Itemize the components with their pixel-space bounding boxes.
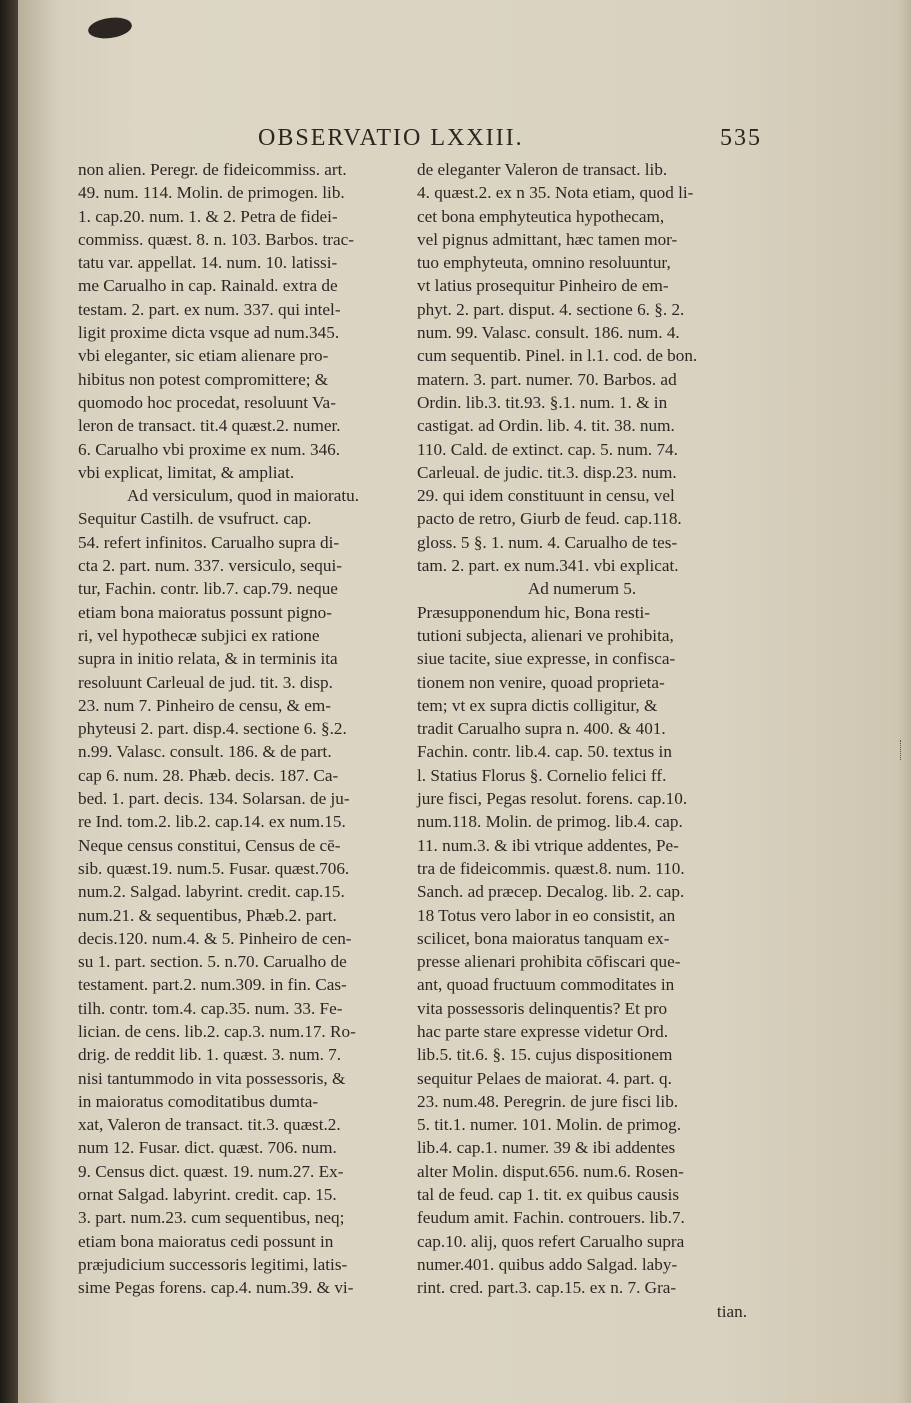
text-line: resoluunt Carleual de jud. tit. 3. disp. [78,672,333,692]
text-line: sib. quæst.19. num.5. Fusar. quæst.706. [78,858,350,878]
text-line: hibitus non potest compromittere; & [78,369,329,389]
text-line: hac parte stare expresse videtur Ord. [417,1021,669,1041]
text-line: scilicet, bona maioratus tanquam ex- [417,928,670,948]
text-line: tra de fideicommis. quæst.8. num. 110. [417,858,685,878]
text-line: de eleganter Valeron de transact. lib. [417,160,668,179]
text-line: xat, Valeron de transact. tit.3. quæst.2. [78,1115,341,1135]
text-line: ligit proxime dicta vsque ad num.345. [78,323,340,343]
text-line: sequitur Pelaes de maiorat. 4. part. q. [417,1068,672,1088]
text-line: su 1. part. section. 5. n.70. Carualho de [78,952,347,972]
text-line: ant, quoad fructuum commoditates in [417,975,675,995]
text-line: tilh. contr. tom.4. cap.35. num. 33. Fe- [78,998,343,1018]
text-line: 1. cap.20. num. 1. & 2. Petra de fidei- [78,206,338,226]
running-title: OBSERVATIO LXXIII. [258,125,524,151]
running-header [258,125,798,155]
text-line: bed. 1. part. decis. 134. Solarsan. de ju- [78,789,350,809]
text-line: tam. 2. part. ex num.341. vbi explicat. [417,556,679,576]
text-line: 11. num.3. & ibi vtrique addentes, Pe- [417,835,679,855]
text-line: 23. num.48. Peregrin. de jure fisci lib. [417,1091,679,1111]
text-line: Præsupponendum hic, Bona resti- [417,602,650,622]
text-line: Carleual. de judic. tit.3. disp.23. num. [417,462,677,482]
ink-blot [87,15,133,41]
text-line: cum sequentib. Pinel. in l.1. cod. de bon. [417,346,698,366]
text-line: tionem non venire, quoad proprieta- [417,672,665,692]
text-line: Ordin. lib.3. tit.93. §.1. num. 1. & in [417,392,668,412]
text-line: Neque census constitui, Census de cē- [78,835,341,855]
text-line: 6. Carualho vbi proxime ex num. 346. [78,439,341,459]
text-line: cta 2. part. num. 337. versiculo, sequi- [78,556,342,576]
text-line: 23. num 7. Pinheiro de censu, & em- [78,695,331,715]
text-line: feudum amit. Fachin. controuers. lib.7. [417,1208,685,1228]
text-line: Fachin. contr. lib.4. cap. 50. textus in [417,742,672,762]
text-line: tian. [716,1301,747,1321]
text-line: castigat. ad Ordin. lib. 4. tit. 38. num. [417,416,675,436]
text-line: me Carualho in cap. Rainald. extra de [78,276,338,296]
text-line: l. Statius Florus §. Cornelio felici ff. [417,765,667,785]
text-line: 3. part. num.23. cum sequentibus, neq; [78,1208,345,1228]
text-line: cet bona emphyteutica hypothecam, [417,206,665,226]
text-line: rint. cred. part.3. cap.15. ex n. 7. Gra- [417,1278,677,1298]
text-line: 9. Census dict. quæst. 19. num.27. Ex- [78,1161,344,1181]
text-line: commiss. quæst. 8. n. 103. Barbos. trac- [78,229,354,249]
text-line: Sequitur Castilh. de vsufruct. cap. [78,509,312,529]
text-line: num.2. Salgad. labyrint. credit. cap.15. [78,882,345,902]
text-line: num. 99. Valasc. consult. 186. num. 4. [417,323,680,343]
text-line: vt latius prosequitur Pinheiro de em- [417,276,669,296]
text-line: Ad numerum 5. [527,579,637,599]
text-line: pacto de retro, Giurb de feud. cap.118. [417,509,682,529]
text-line: testament. part.2. num.309. in fin. Cas- [78,975,347,995]
text-line: num 12. Fusar. dict. quæst. 706. num. [78,1138,337,1158]
text-line: 49. num. 114. Molin. de primogen. lib. [78,183,345,203]
text-line: Sanch. ad præcep. Decalog. lib. 2. cap. [417,882,685,902]
text-line: tradit Carualho supra n. 400. & 401. [417,719,666,739]
text-line: non alien. Peregr. de fideicommiss. art. [78,160,347,179]
text-line: 4. quæst.2. ex n 35. Nota etiam, quod li- [417,183,694,203]
text-line: tem; vt ex supra dictis colligitur, & [417,695,658,715]
text-line: lib.4. cap.1. numer. 39 & ibi addentes [417,1138,676,1158]
text-line: vel pignus admittant, hæc tamen mor- [417,229,678,249]
text-line: 18 Totus vero labor in eo consistit, an [417,905,676,925]
text-line: nisi tantummodo in vita possessoris, & [78,1068,346,1088]
text-line: siue tacite, siue expresse, in confisca- [417,649,676,669]
text-line: tuo emphyteuta, omnino resoluuntur, [417,253,671,273]
text-line: leron de transact. tit.4 quæst.2. numer. [78,416,341,436]
text-line: vbi explicat, limitat, & ampliat. [78,462,295,482]
text-line: cap 6. num. 28. Phæb. decis. 187. Ca- [78,765,339,785]
text-line: etiam bona maioratus possunt pigno- [78,602,332,622]
text-line: sime Pegas forens. cap.4. num.39. & vi- [78,1278,354,1298]
text-line: vita possessoris delinquentis? Et pro [417,998,668,1018]
text-line: phyt. 2. part. disput. 4. sectione 6. §. 2. [417,299,685,319]
text-line: jure fisci, Pegas resolut. forens. cap.10. [417,789,688,809]
text-line: re Ind. tom.2. lib.2. cap.14. ex num.15. [78,812,346,832]
text-line: n.99. Valasc. consult. 186. & de part. [78,742,332,762]
text-line: matern. 3. part. numer. 70. Barbos. ad [417,369,677,389]
text-line: phyteusi 2. part. disp.4. sectione 6. §.2. [78,719,347,739]
text-line: etiam bona maioratus cedi possunt in [78,1231,334,1251]
book-page [18,0,911,1403]
text-line: decis.120. num.4. & 5. Pinheiro de cen- [78,928,352,948]
text-line: ornat Salgad. labyrint. credit. cap. 15. [78,1185,337,1205]
text-line: num.118. Molin. de primog. lib.4. cap. [417,812,683,832]
text-line: cap.10. alij, quos refert Carualho supra [417,1231,685,1251]
text-line: lib.5. tit.6. §. 15. cujus dispositionem [417,1045,673,1065]
text-line: 110. Cald. de extinct. cap. 5. num. 74. [417,439,678,459]
text-line: num.21. & sequentibus, Phæb.2. part. [78,905,337,925]
text-line: 29. qui idem constituunt in censu, vel [417,486,675,506]
text-line: 54. refert infinitos. Carualho supra di- [78,532,340,552]
text-line: tal de feud. cap 1. tit. ex quibus causis [417,1185,680,1205]
text-line: quomodo hoc procedat, resoluunt Va- [78,392,336,412]
edge-marks [900,740,907,760]
text-line: numer.401. quibus addo Salgad. laby- [417,1254,678,1274]
text-line: tutioni subjecta, alienari ve prohibita, [417,625,674,645]
right-text-column [417,158,747,1323]
text-line: gloss. 5 §. 1. num. 4. Carualho de tes- [417,532,678,552]
text-line: præjudicium successoris legitimi, latis- [78,1254,348,1274]
page-number: 535 [720,125,762,151]
text-line: in maioratus comoditatibus dumta- [78,1091,319,1111]
text-line: tur, Fachin. contr. lib.7. cap.79. neque [78,579,338,599]
text-line: ri, vel hypothecæ subjici ex ratione [78,625,320,645]
text-line: testam. 2. part. ex num. 337. qui intel- [78,299,341,319]
book-gutter [0,0,18,1403]
text-line: tatu var. appellat. 14. num. 10. latissi- [78,253,338,273]
text-line: presse alienari prohibita cōfiscari que- [417,952,681,972]
text-line: 5. tit.1. numer. 101. Molin. de primog. [417,1115,682,1135]
left-text-column [78,158,408,1300]
text-line: lician. de cens. lib.2. cap.3. num.17. Ro- [78,1021,356,1041]
text-line: Ad versiculum, quod in maioratu. [127,486,359,506]
text-line: supra in initio relata, & in terminis ita [78,649,338,669]
text-line: alter Molin. disput.656. num.6. Rosen- [417,1161,684,1181]
text-line: drig. de reddit lib. 1. quæst. 3. num. 7. [78,1045,342,1065]
text-line: vbi eleganter, sic etiam alienare pro- [78,346,329,366]
